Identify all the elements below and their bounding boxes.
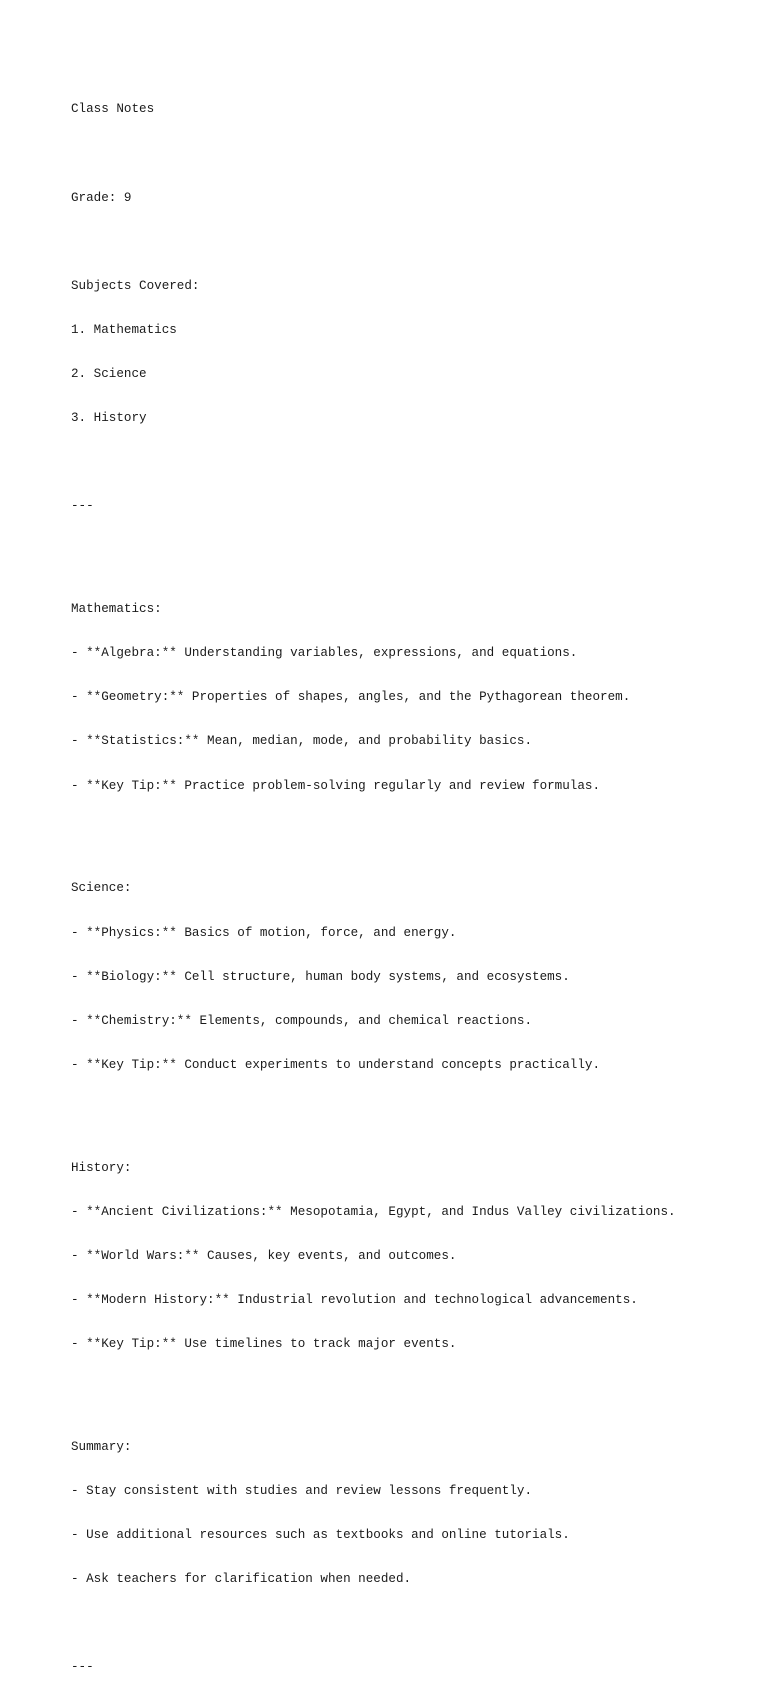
list-item: - **Statistics:** Mean, median, mode, and probability basics. <box>71 734 533 749</box>
list-item: - **Biology:** Cell structure, human body systems, and ecosystems. <box>71 969 570 984</box>
section-heading-summary: Summary: <box>71 1439 132 1454</box>
list-item: - Use additional resources such as textbooks and online tutorials. <box>71 1528 570 1543</box>
separator: --- <box>71 1660 94 1675</box>
subjects-heading: Subjects Covered: <box>71 278 200 293</box>
blank-line <box>71 543 751 558</box>
list-item: - **Algebra:** Understanding variables, expressions, and equations. <box>71 646 578 661</box>
blank-line <box>71 1616 751 1631</box>
list-item: - **Key Tip:** Practice problem-solving regularly and review formulas. <box>71 778 601 793</box>
blank-line <box>71 1102 751 1117</box>
list-item: - **Key Tip:** Conduct experiments to understand concepts practically. <box>71 1057 601 1072</box>
list-item: - **Modern History:** Industrial revolution and technological advancements. <box>71 1292 638 1307</box>
separator: --- <box>71 499 94 514</box>
section-heading-science: Science: <box>71 881 132 896</box>
blank-line <box>71 455 751 470</box>
list-item: - **Key Tip:** Use timelines to track major events. <box>71 1337 457 1352</box>
list-item: - **Chemistry:** Elements, compounds, and chemical reactions. <box>71 1013 533 1028</box>
list-item: - **Ancient Civilizations:** Mesopotamia, Egypt, and Indus Valley civilizations. <box>71 1204 676 1219</box>
subject-item: 2. Science <box>71 366 147 381</box>
section-heading-history: History: <box>71 1160 132 1175</box>
subject-item: 1. Mathematics <box>71 322 177 337</box>
document-title: Class Notes <box>71 102 155 117</box>
list-item: - **Physics:** Basics of motion, force, and energy. <box>71 925 457 940</box>
document-body <box>71 73 751 1690</box>
blank-line <box>71 235 751 250</box>
list-item: - Ask teachers for clarification when needed. <box>71 1572 412 1587</box>
blank-line <box>71 147 751 162</box>
list-item: - **World Wars:** Causes, key events, and outcomes. <box>71 1248 457 1263</box>
blank-line <box>71 1381 751 1396</box>
subject-item: 3. History <box>71 411 147 426</box>
section-heading-mathematics: Mathematics: <box>71 602 162 617</box>
blank-line <box>71 823 751 838</box>
list-item: - **Geometry:** Properties of shapes, angles, and the Pythagorean theorem. <box>71 690 631 705</box>
grade-line: Grade: 9 <box>71 190 132 205</box>
list-item: - Stay consistent with studies and review lessons frequently. <box>71 1484 533 1499</box>
